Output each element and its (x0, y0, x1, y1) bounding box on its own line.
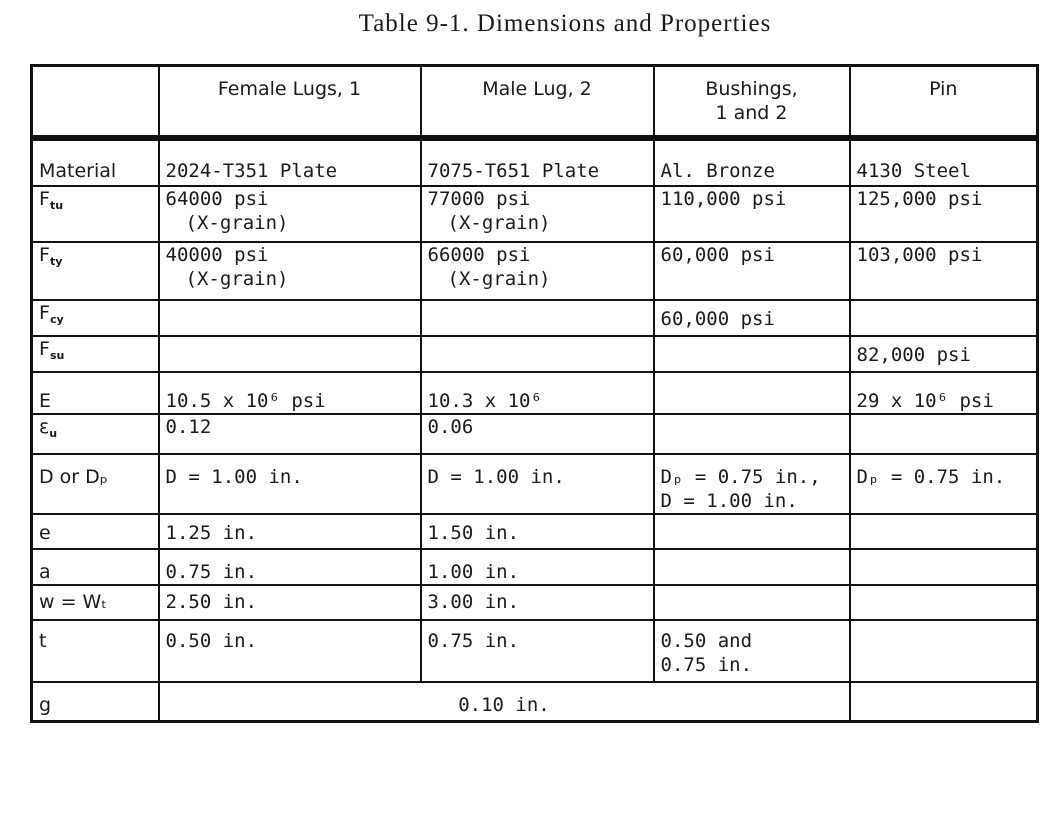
table-row (32, 336, 1038, 372)
ftu-female-note: (X-grain) (185, 211, 289, 234)
fty-male-note: (X-grain) (447, 267, 551, 290)
row-label-fty (32, 242, 159, 300)
cell-a-bushings (654, 549, 850, 585)
cell-e-bushings (654, 372, 850, 414)
cell-w-pin (850, 585, 1038, 620)
cell-edge-male: 1.50 in. (421, 514, 654, 549)
row-label-fsu (32, 336, 159, 372)
ftu-male-note: (X-grain) (447, 211, 551, 234)
table-row (32, 138, 1038, 186)
ftu-male-value: 77000 psi (427, 187, 531, 210)
cell-eps-male: 0.06 (421, 414, 654, 454)
cell-w-female: 2.50 in. (159, 585, 421, 620)
cell-fcy-bushings: 60,000 psi (654, 300, 850, 336)
header-bushings-line2: 1 and 2 (715, 102, 788, 124)
fty-label-main: F (39, 243, 50, 266)
header-male-lug: Male Lug, 2 (421, 66, 654, 138)
table-row (32, 454, 1038, 514)
cell-a-pin (850, 549, 1038, 585)
properties-table (30, 64, 1039, 723)
row-label-eps (32, 414, 159, 454)
row-label-w: w = Wₜ (32, 585, 159, 620)
header-bushings-line1: Bushings, (705, 78, 798, 100)
table-row (32, 372, 1038, 414)
header-bushings (654, 66, 850, 138)
cell-eps-female: 0.12 (159, 414, 421, 454)
row-label-t: t (32, 620, 159, 682)
cell-dia-male: D = 1.00 in. (421, 454, 654, 514)
cell-edge-pin (850, 514, 1038, 549)
cell-t-bushings (654, 620, 850, 682)
cell-fty-female (159, 242, 421, 300)
row-label-ftu (32, 186, 159, 242)
dia-bushings-line2: D = 1.00 in. (660, 489, 798, 512)
cell-dia-pin: Dₚ = 0.75 in. (850, 454, 1038, 514)
cell-edge-bushings (654, 514, 850, 549)
table-row (32, 414, 1038, 454)
ftu-label-main: F (39, 187, 50, 210)
row-label-material: Material (32, 138, 159, 186)
row-label-edge: e (32, 514, 159, 549)
cell-t-male: 0.75 in. (421, 620, 654, 682)
cell-ftu-male (421, 186, 654, 242)
t-bushings-line1: 0.50 and (660, 629, 753, 652)
cell-w-bushings (654, 585, 850, 620)
cell-eps-pin (850, 414, 1038, 454)
fty-male-value: 66000 psi (427, 243, 531, 266)
cell-w-male: 3.00 in. (421, 585, 654, 620)
fsu-label-main: F (39, 337, 50, 360)
table-row (32, 682, 1038, 722)
header-blank (32, 66, 159, 138)
header-row (32, 66, 1038, 138)
cell-fsu-male (421, 336, 654, 372)
dia-bushings-line1: Dₚ = 0.75 in., (660, 465, 821, 488)
eps-label-sub: u (49, 426, 58, 440)
fcy-label-main: F (39, 301, 50, 324)
cell-ftu-pin: 125,000 psi (850, 186, 1038, 242)
cell-t-female: 0.50 in. (159, 620, 421, 682)
table-row (32, 620, 1038, 682)
fsu-label-sub: su (49, 348, 65, 362)
row-label-e: E (32, 372, 159, 414)
cell-eps-bushings (654, 414, 850, 454)
table-row (32, 549, 1038, 585)
header-female-lugs: Female Lugs, 1 (159, 66, 421, 138)
eps-label-main: ε (39, 415, 50, 438)
cell-g-value: 0.10 in. (159, 682, 850, 722)
table-title: Table 9-1. Dimensions and Properties (358, 10, 772, 37)
cell-ftu-bushings: 110,000 psi (654, 186, 850, 242)
header-pin: Pin (850, 66, 1038, 138)
cell-a-female: 0.75 in. (159, 549, 421, 585)
row-label-a: a (32, 549, 159, 585)
table-row (32, 300, 1038, 336)
cell-fty-male (421, 242, 654, 300)
cell-dia-bushings (654, 454, 850, 514)
cell-material-male: 7075-T651 Plate (421, 138, 654, 186)
cell-fsu-pin: 82,000 psi (850, 336, 1038, 372)
cell-material-bushings: Al. Bronze (654, 138, 850, 186)
ftu-label-sub: tu (49, 198, 64, 212)
cell-fty-pin: 103,000 psi (850, 242, 1038, 300)
row-label-fcy (32, 300, 159, 336)
fty-female-note: (X-grain) (185, 267, 289, 290)
cell-e-pin: 29 x 10⁶ psi (850, 372, 1038, 414)
cell-t-pin (850, 620, 1038, 682)
ftu-female-value: 64000 psi (165, 187, 269, 210)
cell-fty-bushings: 60,000 psi (654, 242, 850, 300)
cell-fsu-bushings (654, 336, 850, 372)
cell-g-pin (850, 682, 1038, 722)
table-row (32, 514, 1038, 549)
cell-a-male: 1.00 in. (421, 549, 654, 585)
fty-label-sub: ty (49, 254, 63, 268)
table-row (32, 242, 1038, 300)
row-label-diameter: D or Dₚ (32, 454, 159, 514)
table-row (32, 186, 1038, 242)
cell-e-male: 10.3 x 10⁶ (421, 372, 654, 414)
cell-fcy-male (421, 300, 654, 336)
cell-fcy-female (159, 300, 421, 336)
t-bushings-line2: 0.75 in. (660, 653, 753, 676)
cell-edge-female: 1.25 in. (159, 514, 421, 549)
cell-dia-female: D = 1.00 in. (159, 454, 421, 514)
row-label-g: g (32, 682, 159, 722)
cell-fcy-pin (850, 300, 1038, 336)
cell-fsu-female (159, 336, 421, 372)
cell-material-female: 2024-T351 Plate (159, 138, 421, 186)
fty-female-value: 40000 psi (165, 243, 269, 266)
fcy-label-sub: cy (49, 312, 64, 326)
cell-material-pin: 4130 Steel (850, 138, 1038, 186)
cell-ftu-female (159, 186, 421, 242)
table-row (32, 585, 1038, 620)
cell-e-female: 10.5 x 10⁶ psi (159, 372, 421, 414)
